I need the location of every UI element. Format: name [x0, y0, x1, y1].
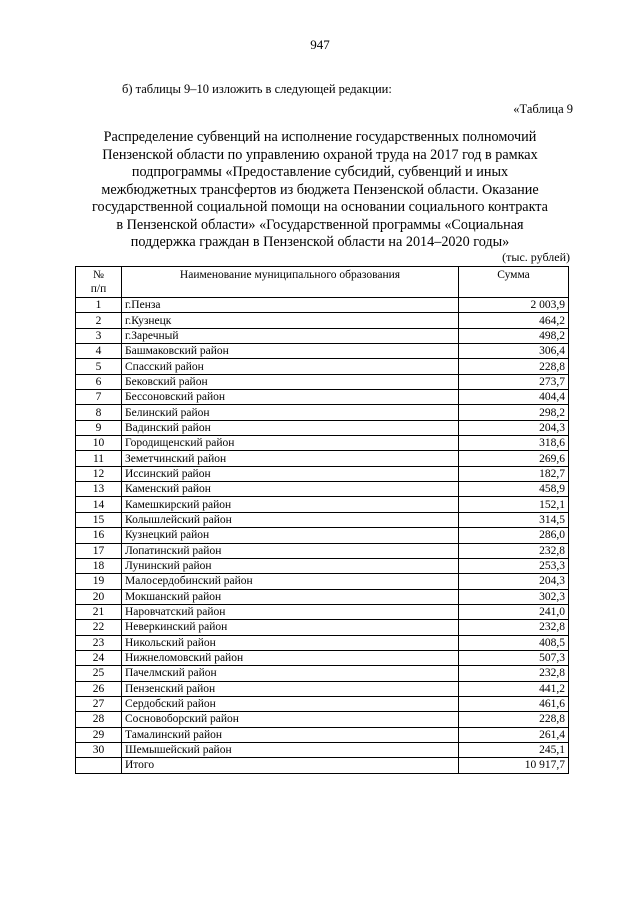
- row-number: 29: [76, 727, 122, 742]
- subventions-table: [75, 266, 569, 774]
- row-name: г.Кузнецк: [122, 313, 459, 328]
- row-name: Кузнецкий район: [122, 528, 459, 543]
- row-sum: 232,8: [459, 620, 569, 635]
- row-number: 12: [76, 466, 122, 481]
- row-number: 19: [76, 574, 122, 589]
- row-sum: 273,7: [459, 374, 569, 389]
- table-row: [76, 344, 569, 359]
- row-name: Неверкинский район: [122, 620, 459, 635]
- table-row: [76, 589, 569, 604]
- row-number: 17: [76, 543, 122, 558]
- row-number: 23: [76, 635, 122, 650]
- table-row: [76, 681, 569, 696]
- table-row: [76, 328, 569, 343]
- row-sum: 245,1: [459, 742, 569, 757]
- row-name: Мокшанский район: [122, 589, 459, 604]
- row-name: Малосердобинский район: [122, 574, 459, 589]
- row-sum: 152,1: [459, 497, 569, 512]
- row-name: Итого: [122, 758, 459, 773]
- row-sum: 306,4: [459, 344, 569, 359]
- table-row: [76, 604, 569, 619]
- table-row: [76, 390, 569, 405]
- row-number: 5: [76, 359, 122, 374]
- row-sum: 458,9: [459, 482, 569, 497]
- row-sum: 261,4: [459, 727, 569, 742]
- row-name: г.Пенза: [122, 298, 459, 313]
- row-name: Бековский район: [122, 374, 459, 389]
- table-row: [76, 359, 569, 374]
- header-name: Наименование муниципального образования: [122, 267, 459, 298]
- row-name: Нижнеломовский район: [122, 650, 459, 665]
- intro-text: б) таблицы 9–10 изложить в следующей редакции:: [122, 82, 392, 96]
- row-name: Никольский район: [122, 635, 459, 650]
- row-name: Лунинский район: [122, 558, 459, 573]
- row-name: Колышлейский район: [122, 512, 459, 527]
- row-name: Белинский район: [122, 405, 459, 420]
- row-sum: 461,6: [459, 696, 569, 711]
- row-sum: 204,3: [459, 420, 569, 435]
- row-name: Каменский район: [122, 482, 459, 497]
- row-number: 27: [76, 696, 122, 711]
- row-number: 8: [76, 405, 122, 420]
- row-sum: 498,2: [459, 328, 569, 343]
- row-number: 2: [76, 313, 122, 328]
- row-sum: 228,8: [459, 359, 569, 374]
- row-name: Иссинский район: [122, 466, 459, 481]
- row-sum: 182,7: [459, 466, 569, 481]
- table-row: [76, 558, 569, 573]
- row-number: 3: [76, 328, 122, 343]
- row-name: Лопатинский район: [122, 543, 459, 558]
- row-sum: 204,3: [459, 574, 569, 589]
- row-number: 1: [76, 298, 122, 313]
- row-name: Башмаковский район: [122, 344, 459, 359]
- row-sum: 507,3: [459, 650, 569, 665]
- row-number: 14: [76, 497, 122, 512]
- table-row: [76, 512, 569, 527]
- header-number-line2: п/п: [90, 283, 107, 295]
- page-number: 947: [310, 37, 330, 52]
- row-number: 4: [76, 344, 122, 359]
- table-row: [76, 313, 569, 328]
- table-row: [76, 420, 569, 435]
- table-row: [76, 497, 569, 512]
- table-body: [76, 298, 569, 774]
- table-row: [76, 298, 569, 313]
- row-number: 6: [76, 374, 122, 389]
- row-sum: 232,8: [459, 543, 569, 558]
- table-label: «Таблица 9: [513, 102, 573, 116]
- header-number: [76, 267, 122, 298]
- row-name: Камешкирский район: [122, 497, 459, 512]
- table-row: [76, 727, 569, 742]
- row-sum: 298,2: [459, 405, 569, 420]
- table-row: [76, 451, 569, 466]
- row-number: 28: [76, 712, 122, 727]
- row-name: Пачелмский район: [122, 666, 459, 681]
- row-sum: 464,2: [459, 313, 569, 328]
- row-sum: 286,0: [459, 528, 569, 543]
- row-sum: 318,6: [459, 436, 569, 451]
- table-row: [76, 528, 569, 543]
- row-number: 13: [76, 482, 122, 497]
- row-sum: 269,6: [459, 451, 569, 466]
- row-number: 21: [76, 604, 122, 619]
- table-row: [76, 436, 569, 451]
- document-title: Распределение субвенций на исполнение государственных полномочий Пензенской области по управлению охраной труда на 2017 год в рамках подпрограммы «Предоставление субсидий, субвенций и иных межбюджетных трансфертов из бюджета Пензенской области. Оказание государственной социальной помощи на основании социального контракта в Пензенской области» «Государственной программы «Социальная поддержка граждан в Пензенской области на 2014–2020 годы»: [92, 129, 548, 250]
- row-number: 26: [76, 681, 122, 696]
- row-sum: 253,3: [459, 558, 569, 573]
- row-name: Вадинский район: [122, 420, 459, 435]
- table-row: [76, 405, 569, 420]
- row-sum: 302,3: [459, 589, 569, 604]
- row-name: Пензенский район: [122, 681, 459, 696]
- row-sum: 232,8: [459, 666, 569, 681]
- row-number: 25: [76, 666, 122, 681]
- row-name: Спасский район: [122, 359, 459, 374]
- table-row: [76, 574, 569, 589]
- table-row: [76, 666, 569, 681]
- row-number: [76, 758, 122, 773]
- header-sum: Сумма: [459, 267, 569, 298]
- row-name: г.Заречный: [122, 328, 459, 343]
- row-name: Городищенский район: [122, 436, 459, 451]
- row-name: Шемышейский район: [122, 742, 459, 757]
- row-name: Земетчинский район: [122, 451, 459, 466]
- row-sum: 441,2: [459, 681, 569, 696]
- row-name: Бессоновский район: [122, 390, 459, 405]
- row-sum: 404,4: [459, 390, 569, 405]
- table-row: [76, 482, 569, 497]
- row-number: 9: [76, 420, 122, 435]
- row-number: 30: [76, 742, 122, 757]
- table-row: [76, 742, 569, 757]
- table-row: [76, 620, 569, 635]
- unit-label: (тыс. рублей): [502, 250, 570, 264]
- table-row: [76, 543, 569, 558]
- table-row: [76, 696, 569, 711]
- row-sum: 2 003,9: [459, 298, 569, 313]
- row-sum: 241,0: [459, 604, 569, 619]
- table-row: [76, 466, 569, 481]
- row-number: 7: [76, 390, 122, 405]
- row-number: 24: [76, 650, 122, 665]
- row-number: 22: [76, 620, 122, 635]
- row-name: Наровчатский район: [122, 604, 459, 619]
- row-name: Сердобский район: [122, 696, 459, 711]
- header-number-line1: №: [93, 269, 104, 281]
- row-number: 15: [76, 512, 122, 527]
- row-sum: 228,8: [459, 712, 569, 727]
- row-number: 20: [76, 589, 122, 604]
- row-sum: 10 917,7: [459, 758, 569, 773]
- row-name: Тамалинский район: [122, 727, 459, 742]
- table-header-row: [76, 267, 569, 298]
- row-sum: 314,5: [459, 512, 569, 527]
- table-row: [76, 650, 569, 665]
- row-number: 11: [76, 451, 122, 466]
- total-row: [76, 758, 569, 773]
- row-number: 18: [76, 558, 122, 573]
- table-row: [76, 635, 569, 650]
- row-number: 16: [76, 528, 122, 543]
- row-number: 10: [76, 436, 122, 451]
- table-row: [76, 712, 569, 727]
- table-row: [76, 374, 569, 389]
- row-sum: 408,5: [459, 635, 569, 650]
- row-name: Сосновоборский район: [122, 712, 459, 727]
